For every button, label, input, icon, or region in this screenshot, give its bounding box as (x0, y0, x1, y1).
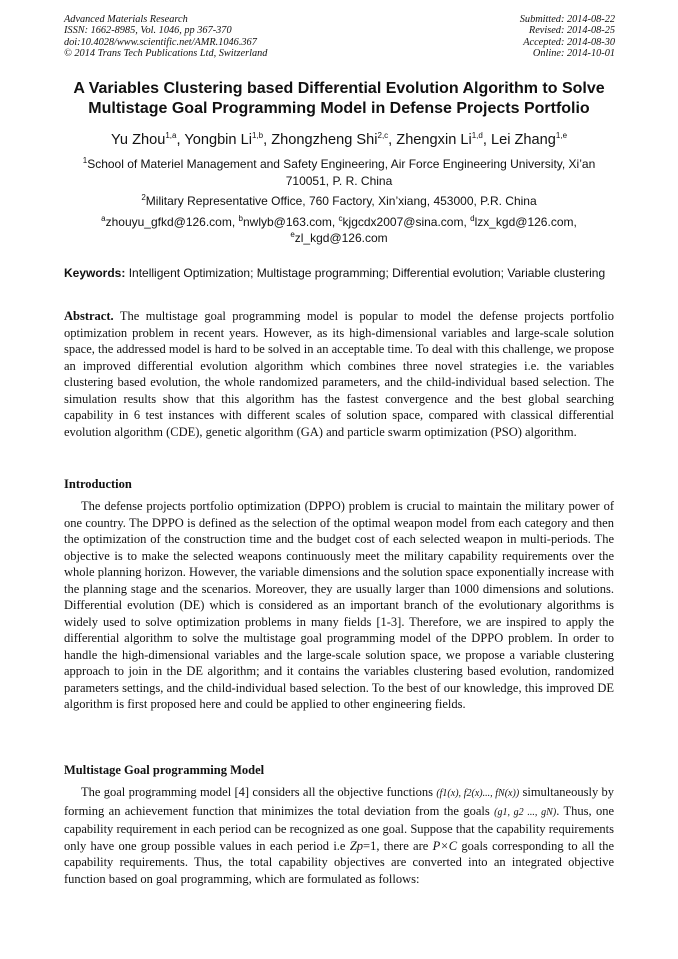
model-text-1: The goal programming model [4] considers all the objective functions (81, 785, 433, 799)
objective-functions-formula: (f1(x), f2(x)..., fN(x)) (436, 788, 520, 799)
abstract-label: Abstract. (64, 309, 114, 323)
revised-date: Revised: 2014-08-25 (528, 25, 615, 37)
affiliation-text: Military Representative Office, 760 Factory, Xin’xiang, 453000, P.R. China (145, 194, 537, 208)
email-address[interactable]: lzx_kgd@126.com (474, 215, 574, 229)
issn-line: ISSN: 1662-8985, Vol. 1046, pp 367-370 (64, 25, 232, 37)
journal-header (64, 14, 267, 60)
zp-symbol: Zp (349, 838, 364, 853)
introduction-paragraph: The defense projects portfolio optimization (DPPO) problem is crucial to maintain the military power of one country. The DPPO is defined as the selection of the optimal weapon model from each category and then the optimization of the construction time and the budget cost of each selected weapon in multi-periods. The objective is to make the selected weapons continuously meet the military capability requirements over the whole planning horizon. However, the variable dimensions and the solution space exponentially increase with the planning stage and the scenarios. Moreover, they are usually larger than 1000 dimensions and solutions. Differential evolution (DE) which is considered as an important branch of the evolutionary algorithms is widely used to solve optimization problems in many fields [1-3]. Therefore, we are inspired to apply the differential algorithm to solve the multistage goal programming model of the DPPO problem. In order to handle the high-dimensional variables and the large-scale solution space, we propose a variable clustering approach to join in the DE algorithm; and it contains the variables clustering based evolution, randomized parameters settings, and the child-individual based selection. To the best of our knowledge, this improved DE algorithm is first proposed here and could be applied to other engineering fields. (64, 499, 614, 711)
abstract (64, 308, 614, 440)
keywords-text: Intelligent Optimization; Multistage programming; Differential evolution; Variable clustering (128, 266, 606, 280)
section-heading-model: Multistage Goal programming Model (64, 763, 265, 777)
author-name: Yongbin Li (184, 132, 252, 148)
model-text-4: =1, there are (363, 838, 429, 853)
doi-line: doi:10.4028/www.scientific.net/AMR.1046.367 (64, 36, 257, 48)
author-list: Yu Zhou$^{1,a}$, Yongbin Li$^{1,b}$, Zhongzheng Shi$^{2,c}$, Zhengxin Li$^{1,d}$, Lei Zhang$^{1,e}$ (110, 131, 568, 148)
email-mark: e (290, 230, 295, 239)
title-line-1: A Variables Clustering based Differential Evolution Algorithm to Solve (73, 80, 605, 97)
title-line-2: Multistage Goal Programming Model in Defense Projects Portfolio (88, 100, 590, 117)
model-text-3: . Thus, one capability requirement in each period can be recognized as one goal. Suppose that the capability requirements only have one group possible values in each period i.e (64, 803, 614, 853)
email-address[interactable]: zl_kgd@126.com (294, 231, 388, 245)
online-date: Online: 2014-10-01 (532, 48, 615, 60)
author-affil-mark: 1,a (165, 131, 177, 141)
model-text-2: simultaneously by forming an achievement function that minimizes the total deviation from the goals (64, 785, 615, 818)
accepted-date: Accepted: 2014-08-30 (523, 36, 615, 48)
affiliation-2 (60, 193, 618, 210)
abstract-text: The multistage goal programming model is popular to model the defense projects portfolio optimization problem in recent years. However, as its high-dimensional variables and large-scale solution space, the addressed model is hard to be solved in an acceptable time. To deal with this challenge, we propose an improved differential evolution algorithm which combines three novel strategies i.e. the variables clustering based evolution, the whole randomized parameters, and the child-individual based selection. The simulation results show that this algorithm has the fastest convergence and the best global searching capability in 6 test instances with different scales of solution space, compared with classical differential evolution algorithm (CDE), genetic algorithm (GA) and particle swarm optimization (PSO) algorithm. (64, 309, 615, 439)
email-address[interactable]: kjgcdx2007@sina.com (342, 215, 464, 229)
email-address[interactable]: nwlyb@163.com (242, 215, 332, 229)
author-name: Zhengxin Li (396, 132, 472, 148)
email-mark: b (238, 214, 243, 223)
author-affil-mark: 2,c (377, 131, 389, 141)
model-paragraph (64, 784, 614, 887)
dates-header (520, 14, 615, 60)
model-text-5: goals corresponding to all the capability requirements. Thus, the total capability objectives are converted into an integrated objective function based on goal programming, which are formulated as follows: (64, 838, 615, 886)
email-mark: c (338, 214, 343, 223)
affiliation-1 (60, 156, 618, 190)
submitted-date: Submitted: 2014-08-22 (519, 14, 615, 25)
goals-formula: (g1, g2 ..., gN) (494, 806, 557, 818)
author-name: Zhongzheng Shi (271, 132, 378, 148)
copyright-line: © 2014 Trans Tech Publications Ltd, Switzerland (64, 48, 268, 60)
journal-name: Advanced Materials Research (64, 14, 188, 25)
keywords (64, 265, 614, 281)
email-list: $^a$zhouyu_gfkd@126.com, $^b$nwlyb@163.com, $^c$kjgcdx2007@sina.com, $^d$lzx_kgd@126.com, $^e$zl_kgd@126.com (101, 214, 577, 245)
author-affil-mark: 1,d (471, 131, 483, 141)
affiliation-text: School of Materiel Management and Safety Engineering, Air Force Engineering University, Xi’an 710051, P. R. China (87, 157, 596, 188)
keywords-label: Keywords: (64, 266, 126, 280)
email-mark: a (101, 214, 106, 223)
author-name: Lei Zhang (490, 132, 556, 148)
affiliation-mark: 2 (141, 193, 146, 202)
email-address[interactable]: zhouyu_gfkd@126.com (105, 215, 232, 229)
affiliation-mark: 1 (82, 156, 88, 165)
author-name: Yu Zhou (110, 132, 166, 148)
author-affil-mark: 1,b (251, 131, 264, 141)
pc-symbol: P×C (432, 838, 458, 853)
email-mark: d (470, 214, 475, 223)
author-affil-mark: 1,e (555, 131, 568, 141)
section-heading-introduction: Introduction (64, 477, 132, 491)
paper-title (40, 79, 638, 119)
